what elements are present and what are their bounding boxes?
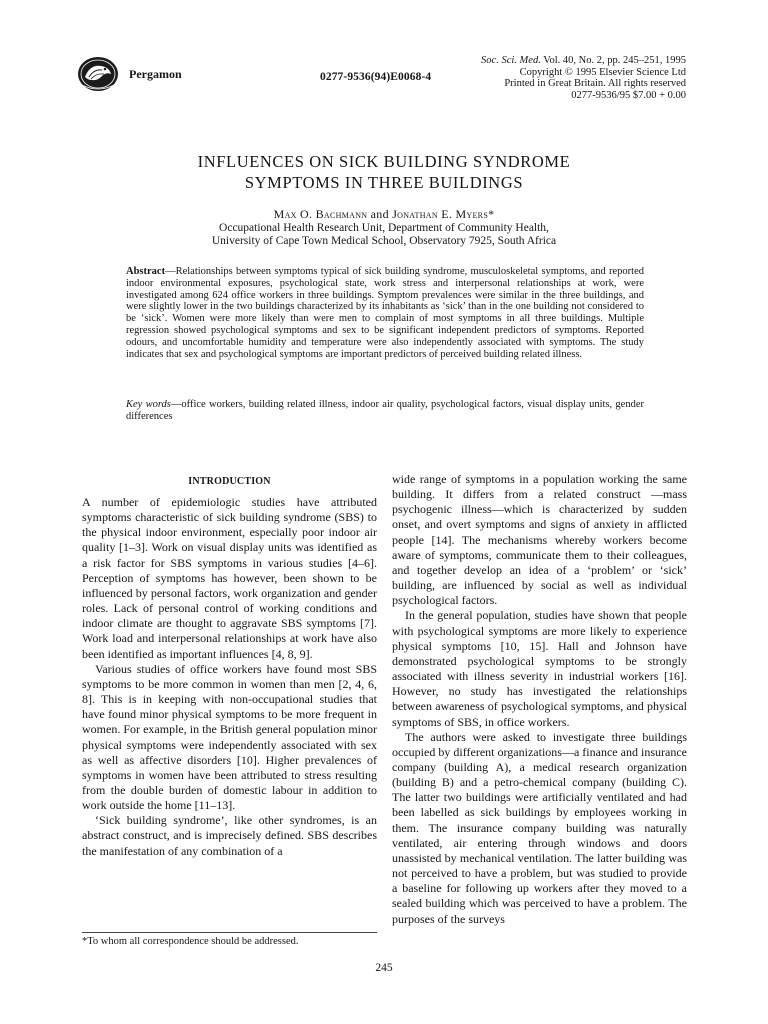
abstract bbox=[126, 266, 644, 360]
paragraph: In the general population, studies have shown that people with psychological symptoms are more likely to experience physical symptoms [10, 15]. Hall and Johnson have demonstrated psychological symptoms to be strongly associated with illness severity in industrial workers [16]. However, no study has investigated the relationships between awareness of psychological symptoms, and physical symptoms of SBS, in office workers. bbox=[392, 608, 687, 729]
paragraph: The authors were asked to investigate three buildings occupied by different organizations—a finance and insurance company (building A), a medical research organization (building B) and a petro-chemical company (building C). The latter two buildings were artificially ventilated and had been labelled as sick buildings by employees working in them. The insurance company building was naturally ventilated, air entering through windows and doors unassisted by mechanical ventilation. The latter building was not perceived to have a problem, but was studied to provide a baseline for following up workers after they moved to a sealed building which was perceived to have a problem. The purposes of the surveys bbox=[392, 729, 687, 926]
paragraph: ‘Sick building syndrome’, like other syndromes, is an abstract construct, and is imprecisely defined. SBS describes the manifestation of any combination of a bbox=[82, 813, 377, 858]
authors bbox=[0, 207, 768, 222]
keywords-text: —office workers, building related illness, indoor air quality, psychological factors, visual display units, gender differences bbox=[126, 399, 644, 422]
affiliation-line-1: Occupational Health Research Unit, Department of Community Health, bbox=[219, 222, 549, 234]
document-code: 0277-9536(94)E0068-4 bbox=[320, 71, 432, 83]
title-line-1: INFLUENCES ON SICK BUILDING SYNDROME bbox=[197, 152, 571, 171]
footnote-divider bbox=[82, 932, 377, 933]
left-column bbox=[82, 495, 377, 859]
page-number: 245 bbox=[375, 962, 393, 974]
price-line: 0277-9536/95 $7.00 + 0.00 bbox=[571, 89, 686, 101]
affiliation-line-2: University of Cape Town Medical School, Observatory 7925, South Africa bbox=[211, 235, 557, 247]
journal-name: Soc. Sci. Med. bbox=[481, 55, 541, 66]
volume-info: Vol. 40, No. 2, pp. 245–251, 1995 bbox=[540, 55, 686, 66]
publisher-logo bbox=[76, 55, 124, 93]
right-column bbox=[392, 472, 687, 927]
author-1: Max O. Bachmann bbox=[273, 207, 368, 221]
publisher-name: Pergamon bbox=[129, 67, 182, 81]
keywords bbox=[126, 399, 644, 423]
citation-block bbox=[481, 55, 686, 101]
abstract-label: Abstract bbox=[126, 266, 166, 277]
citation-line bbox=[481, 55, 686, 67]
paper-title bbox=[0, 151, 768, 193]
section-heading-introduction: INTRODUCTION bbox=[188, 476, 271, 487]
keywords-label: Key words bbox=[126, 399, 171, 410]
printed-line: Printed in Great Britain. All rights reserved bbox=[504, 78, 686, 89]
copyright-line: Copyright © 1995 Elsevier Science Ltd bbox=[519, 66, 686, 78]
paragraph: wide range of symptoms in a population working the same building. It differs from a related construct —mass psychogenic illness—which is characterized by sudden onset, and overt symptoms and signs of anxiety in afflicted people [14]. The mechanisms whereby workers become aware of symptoms, communicate them to their colleagues, and together develop an idea of a ‘problem’ or ‘sick’ building, are influenced by social as well as individual psychological factors. bbox=[392, 472, 687, 608]
authors-and: and bbox=[367, 207, 393, 221]
title-line-2: SYMPTOMS IN THREE BUILDINGS bbox=[244, 173, 524, 192]
paragraph: A number of epidemiologic studies have attributed symptoms characteristic of sick building syndrome (SBS) to the physical indoor environment, especially poor indoor air quality [1–3]. Work on visual display units was identified as a risk factor for SBS symptoms in various studies [4–6]. Perception of symptoms has however, been shown to be influenced by personal factors, work organization and gender roles. Lack of personal control of working conditions and indoor climate are thought to aggravate SBS symptoms [7]. Work load and interpersonal relationships at work have also been identified as important influences [4, 8, 9]. bbox=[82, 495, 377, 661]
abstract-text: —Relationships between symptoms typical of sick building syndrome, musculoskeletal symptoms, and reported indoor environmental exposures, psychological state, work stress and interpersonal relationships at work, were investigated among 624 office workers in three buildings. Symptom prevalences were similar in the three buildings, and were slightly lower in the two buildings characterized by its inhabitants as ‘sick’ than in the one building not considered to be ‘sick’. Women were more likely than were men to complain of most symptoms in all three buildings. Multiple regression showed psychological symptoms and sex to be significant independent predictors of symptoms. Reported odours, and uncomfortable humidity and temperature were also independently associated with symptoms. The study indicates that sex and psychological symptoms are important predictors of perceived building related illness. bbox=[126, 266, 644, 360]
paragraph: Various studies of office workers have found most SBS symptoms to be more common in women than men [2, 4, 6, 8]. This is in keeping with non-occupational studies that have found minor physical symptoms to be more frequent in women. For example, in the British general population minor physical symptoms were independently associated with sex as well as affective disorders [10]. Higher prevalences of symptoms in women have been attributed to stress resulting from the double burden of domestic labour in addition to work outside the home [11–13]. bbox=[82, 661, 377, 813]
footnote: *To whom all correspondence should be addressed. bbox=[82, 936, 299, 947]
author-2: Jonathan E. Myers* bbox=[392, 207, 495, 221]
affiliation bbox=[0, 222, 768, 248]
